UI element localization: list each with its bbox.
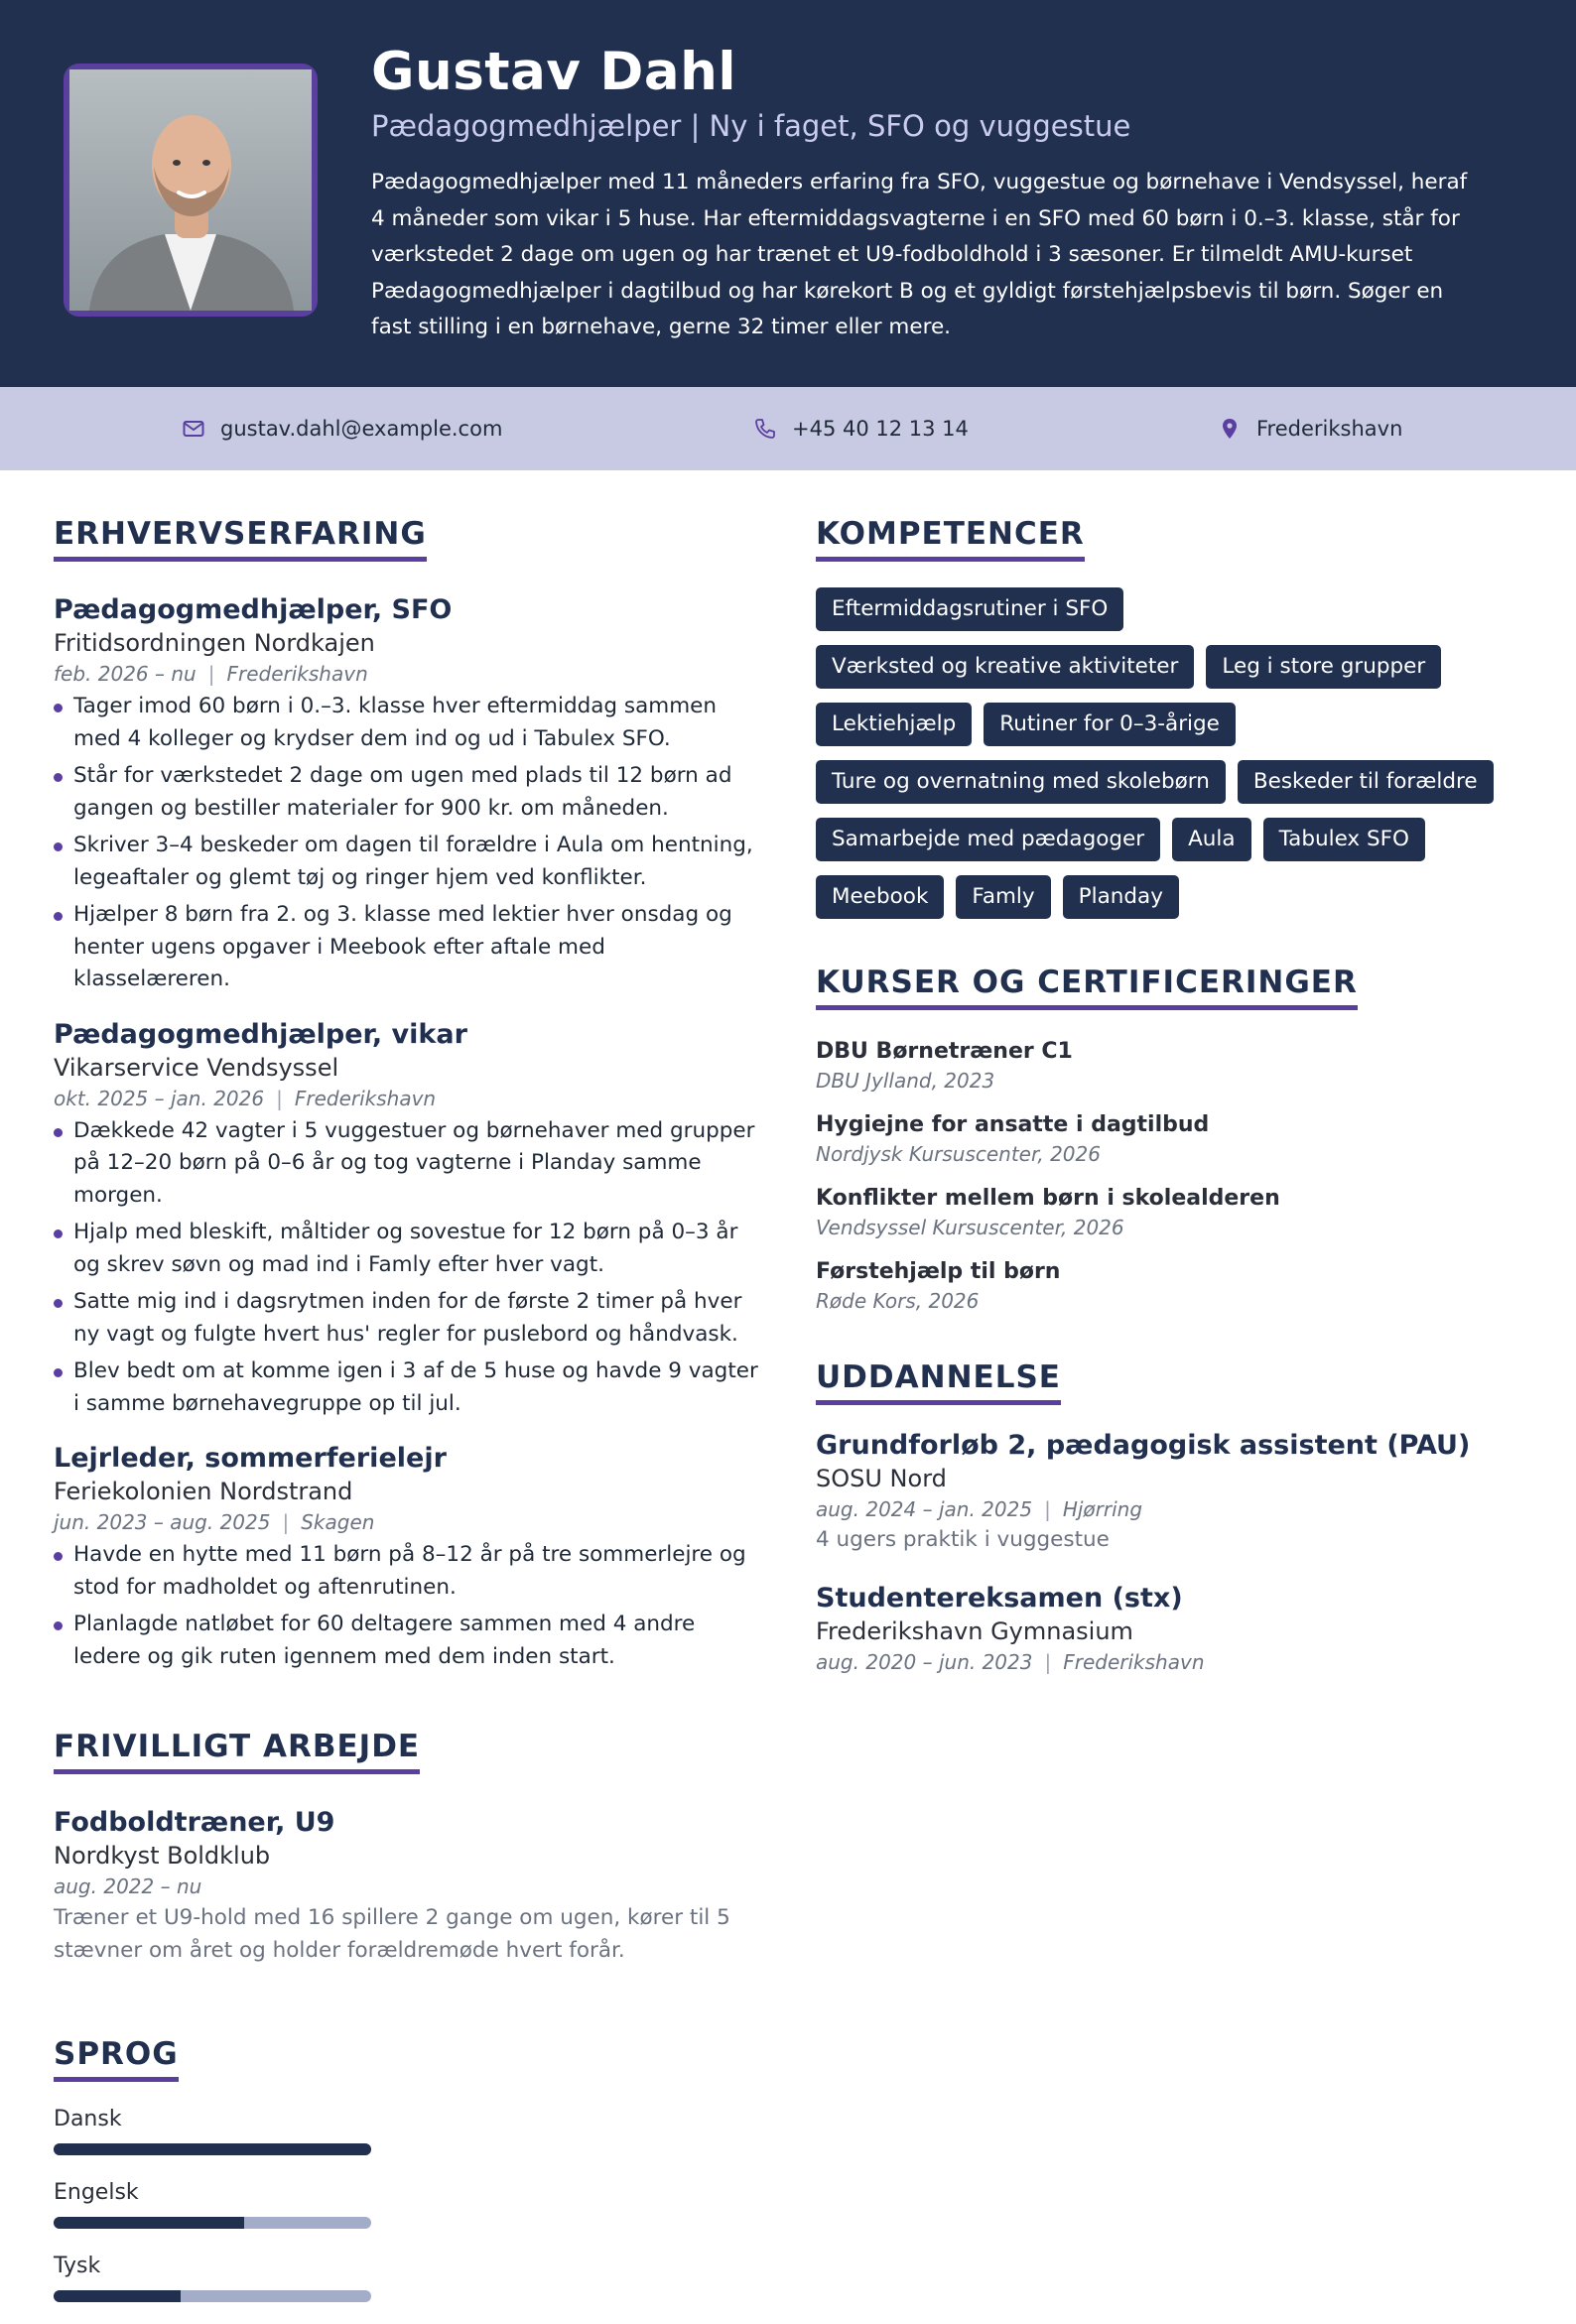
location-text: Frederikshavn bbox=[1256, 417, 1403, 441]
skill-tag: Værksted og kreative aktiviteter bbox=[816, 645, 1194, 689]
education-institution: SOSU Nord bbox=[816, 1465, 947, 1492]
contact-bar bbox=[0, 387, 1576, 470]
skill-tag: Planday bbox=[1063, 875, 1179, 919]
course-provider: Vendsyssel Kursuscenter, 2026 bbox=[816, 1216, 1124, 1239]
language-level-bar bbox=[54, 2217, 371, 2229]
course-provider: Røde Kors, 2026 bbox=[816, 1289, 980, 1313]
job-dates: jun. 2023 – aug. 2025 bbox=[54, 1510, 271, 1534]
language-item bbox=[54, 2177, 371, 2229]
job-bullet: Satte mig ind i dagsrytmen inden for de første 2 timer på hver ny vagt og fulgte hvert hus' regler for puslebord og håndvask. bbox=[54, 1286, 768, 1351]
left-column bbox=[54, 516, 768, 2324]
skill-tag: Lektiehjælp bbox=[816, 703, 972, 746]
education-entry bbox=[816, 1429, 1530, 1556]
section-title-volunteer: FRIVILLIGT ARBEJDE bbox=[54, 1729, 420, 1774]
job-title: Pædagogmedhjælper, SFO bbox=[54, 594, 453, 625]
course-name: Konflikter mellem børn i skolealderen bbox=[816, 1186, 1280, 1211]
course-provider: DBU Jylland, 2023 bbox=[816, 1069, 995, 1093]
language-level-fill bbox=[54, 2143, 371, 2155]
education-entry bbox=[816, 1582, 1530, 1677]
volunteer-title: Fodboldtræner, U9 bbox=[54, 1807, 335, 1838]
education-institution: Frederikshavn Gymnasium bbox=[816, 1617, 1133, 1645]
skill-tag: Ture og overnatning med skolebørn bbox=[816, 760, 1226, 804]
meta-separator: | bbox=[1044, 1650, 1052, 1674]
job-bullet: Står for værkstedet 2 dage om ugen med plads til 12 børn ad gangen og bestiller materialer for 900 kr. om måneden. bbox=[54, 760, 768, 825]
volunteer-list bbox=[54, 1806, 768, 1967]
section-title-courses: KURSER OG CERTIFICERINGER bbox=[816, 965, 1358, 1010]
experience-entry bbox=[54, 593, 768, 996]
skill-tag: Famly bbox=[956, 875, 1050, 919]
contact-location bbox=[1217, 387, 1402, 470]
language-list bbox=[54, 2104, 768, 2302]
job-bullet: Hjalp med bleskift, måltider og sovestue for 12 børn på 0–3 år og skrev søvn og mad ind i Famly efter hver vagt. bbox=[54, 1217, 768, 1281]
education-list bbox=[816, 1429, 1530, 1677]
education-title: Grundforløb 2, pædagogisk assistent (PAU) bbox=[816, 1430, 1471, 1461]
language-name: Tysk bbox=[54, 2254, 101, 2278]
language-level-bar bbox=[54, 2143, 371, 2155]
meta-separator: | bbox=[207, 662, 215, 686]
section-title-education: UDDANNELSE bbox=[816, 1359, 1061, 1405]
skill-tag: Aula bbox=[1172, 818, 1250, 861]
course-name: DBU Børnetræner C1 bbox=[816, 1039, 1073, 1064]
education-title: Studentereksamen (stx) bbox=[816, 1583, 1183, 1614]
skill-tag: Meebook bbox=[816, 875, 944, 919]
skill-tag: Rutiner for 0–3-årige bbox=[984, 703, 1236, 746]
language-item bbox=[54, 2104, 371, 2155]
education-place: Hjørring bbox=[1062, 1497, 1143, 1521]
skill-tag: Beskeder til forældre bbox=[1238, 760, 1494, 804]
meta-separator: | bbox=[282, 1510, 290, 1534]
language-name: Dansk bbox=[54, 2107, 122, 2131]
job-bullets bbox=[54, 691, 768, 996]
education-place: Frederikshavn bbox=[1063, 1650, 1205, 1674]
job-bullet: Tager imod 60 børn i 0.–3. klasse hver eftermiddag sammen med 4 kolleger og krydser dem ind og ud i Tabulex SFO. bbox=[54, 691, 768, 755]
experience-entry bbox=[54, 1442, 768, 1673]
section-title-skills: KOMPETENCER bbox=[816, 516, 1085, 562]
language-level-fill bbox=[54, 2217, 244, 2229]
course-entry bbox=[816, 1256, 1530, 1315]
job-bullets bbox=[54, 1115, 768, 1421]
language-item bbox=[54, 2251, 371, 2302]
job-bullet: Planlagde natløbet for 60 deltagere sammen med 4 andre ledere og gik ruten igennem med dem inden start. bbox=[54, 1609, 768, 1673]
skill-tags bbox=[816, 587, 1510, 919]
profile-photo-image bbox=[69, 69, 312, 311]
job-organization: Feriekolonien Nordstrand bbox=[54, 1478, 353, 1505]
job-bullet: Dækkede 42 vagter i 5 vuggestuer og børnehaver med grupper på 12–20 børn på 0–6 år og tog vagterne i Planday samme morgen. bbox=[54, 1115, 768, 1213]
education-dates: aug. 2020 – jun. 2023 bbox=[816, 1650, 1033, 1674]
profile-summary: Pædagogmedhjælper med 11 måneders erfaring fra SFO, vuggestue og børnehave i Vendsyssel, heraf 4 måneder som vikar i 5 huse. Har eftermiddagsvagterne i en SFO med 60 børn i 0.–3. klasse, står for værkstedet 2 dage om ugen og har trænet et U9-fodboldhold i 3 sæsoner. Er tilmeldt AMU-kurset Pædagogmedhjælper i dagtilbud og har kørekort B og et gyldigt førstehjælpsbevis til børn. Søger en fast stilling i en børnehave, gerne 32 timer eller mere. bbox=[371, 170, 1468, 339]
course-name: Førstehjælp til børn bbox=[816, 1259, 1061, 1284]
email-text: gustav.dahl@example.com bbox=[220, 417, 503, 441]
contact-email[interactable] bbox=[181, 387, 502, 470]
language-level-fill bbox=[54, 2290, 181, 2302]
skill-tag: Tabulex SFO bbox=[1263, 818, 1425, 861]
job-bullet: Hjælper 8 børn fra 2. og 3. klasse med lektier hver onsdag og henter ugens opgaver i Meebook efter aftale med klasselæreren. bbox=[54, 899, 768, 996]
course-entry bbox=[816, 1183, 1530, 1241]
mail-icon bbox=[181, 416, 206, 442]
skill-tag: Eftermiddagsrutiner i SFO bbox=[816, 587, 1123, 631]
profile-photo bbox=[64, 64, 318, 317]
job-bullet: Havde en hytte med 11 børn på 8–12 år på tre sommerlejre og stod for madholdet og aftenrutinen. bbox=[54, 1539, 768, 1604]
job-place: Frederikshavn bbox=[294, 1086, 437, 1110]
job-place: Frederikshavn bbox=[226, 662, 368, 686]
volunteer-meta bbox=[54, 1872, 768, 1901]
job-organization: Vikarservice Vendsyssel bbox=[54, 1053, 339, 1082]
job-place: Skagen bbox=[301, 1510, 375, 1534]
language-name: Engelsk bbox=[54, 2180, 139, 2205]
job-dates: okt. 2025 – jan. 2026 bbox=[54, 1086, 265, 1110]
skill-tag: Leg i store grupper bbox=[1206, 645, 1441, 689]
education-meta bbox=[816, 1494, 1530, 1524]
header bbox=[0, 0, 1576, 387]
education-note: 4 ugers praktik i vuggestue bbox=[816, 1527, 1110, 1552]
phone-text: +45 40 12 13 14 bbox=[792, 417, 969, 441]
education-dates: aug. 2024 – jan. 2025 bbox=[816, 1497, 1033, 1521]
job-meta bbox=[54, 1507, 768, 1537]
course-provider: Nordjysk Kursuscenter, 2026 bbox=[816, 1142, 1101, 1166]
job-title: Lejrleder, sommerferielejr bbox=[54, 1443, 447, 1474]
education-meta bbox=[816, 1647, 1530, 1677]
experience-list bbox=[54, 593, 768, 1673]
job-title: Pædagogmedhjælper, vikar bbox=[54, 1018, 467, 1050]
contact-phone[interactable] bbox=[752, 387, 969, 470]
candidate-headline: Pædagogmedhjælper | Ny i faget, SFO og vuggestue bbox=[371, 109, 1131, 143]
meta-separator: | bbox=[276, 1086, 283, 1110]
job-dates: feb. 2026 – nu bbox=[54, 662, 197, 686]
volunteer-description: Træner et U9-hold med 16 spillere 2 gange om ugen, kører til 5 stævner om året og holder forældremøde hvert forår. bbox=[54, 1905, 730, 1963]
phone-icon bbox=[752, 416, 778, 442]
course-name: Hygiejne for ansatte i dagtilbud bbox=[816, 1112, 1210, 1137]
language-level-bar bbox=[54, 2290, 371, 2302]
job-bullet: Skriver 3–4 beskeder om dagen til forældre i Aula om hentning, legeaftaler og glemt tøj og ringer hjem ved konflikter. bbox=[54, 830, 768, 894]
candidate-name: Gustav Dahl bbox=[371, 42, 737, 102]
job-meta bbox=[54, 659, 768, 689]
right-column bbox=[816, 516, 1530, 1703]
location-pin-icon bbox=[1217, 416, 1243, 442]
job-bullet: Blev bedt om at komme igen i 3 af de 5 huse og havde 9 vagter i samme børnehavegruppe op til jul. bbox=[54, 1356, 768, 1420]
volunteer-organization: Nordkyst Boldklub bbox=[54, 1842, 271, 1870]
job-bullets bbox=[54, 1539, 768, 1673]
job-organization: Fritidsordningen Nordkajen bbox=[54, 629, 375, 657]
meta-separator: | bbox=[1044, 1497, 1051, 1521]
experience-entry bbox=[54, 1018, 768, 1421]
course-entry bbox=[816, 1109, 1530, 1168]
volunteer-entry bbox=[54, 1806, 768, 1967]
volunteer-dates: aug. 2022 – nu bbox=[54, 1874, 202, 1898]
section-title-languages: SPROG bbox=[54, 2036, 179, 2082]
course-entry bbox=[816, 1036, 1530, 1095]
job-meta bbox=[54, 1084, 768, 1113]
skill-tag: Samarbejde med pædagoger bbox=[816, 818, 1160, 861]
section-title-experience: ERHVERVSERFARING bbox=[54, 516, 427, 562]
course-list bbox=[816, 1036, 1530, 1315]
